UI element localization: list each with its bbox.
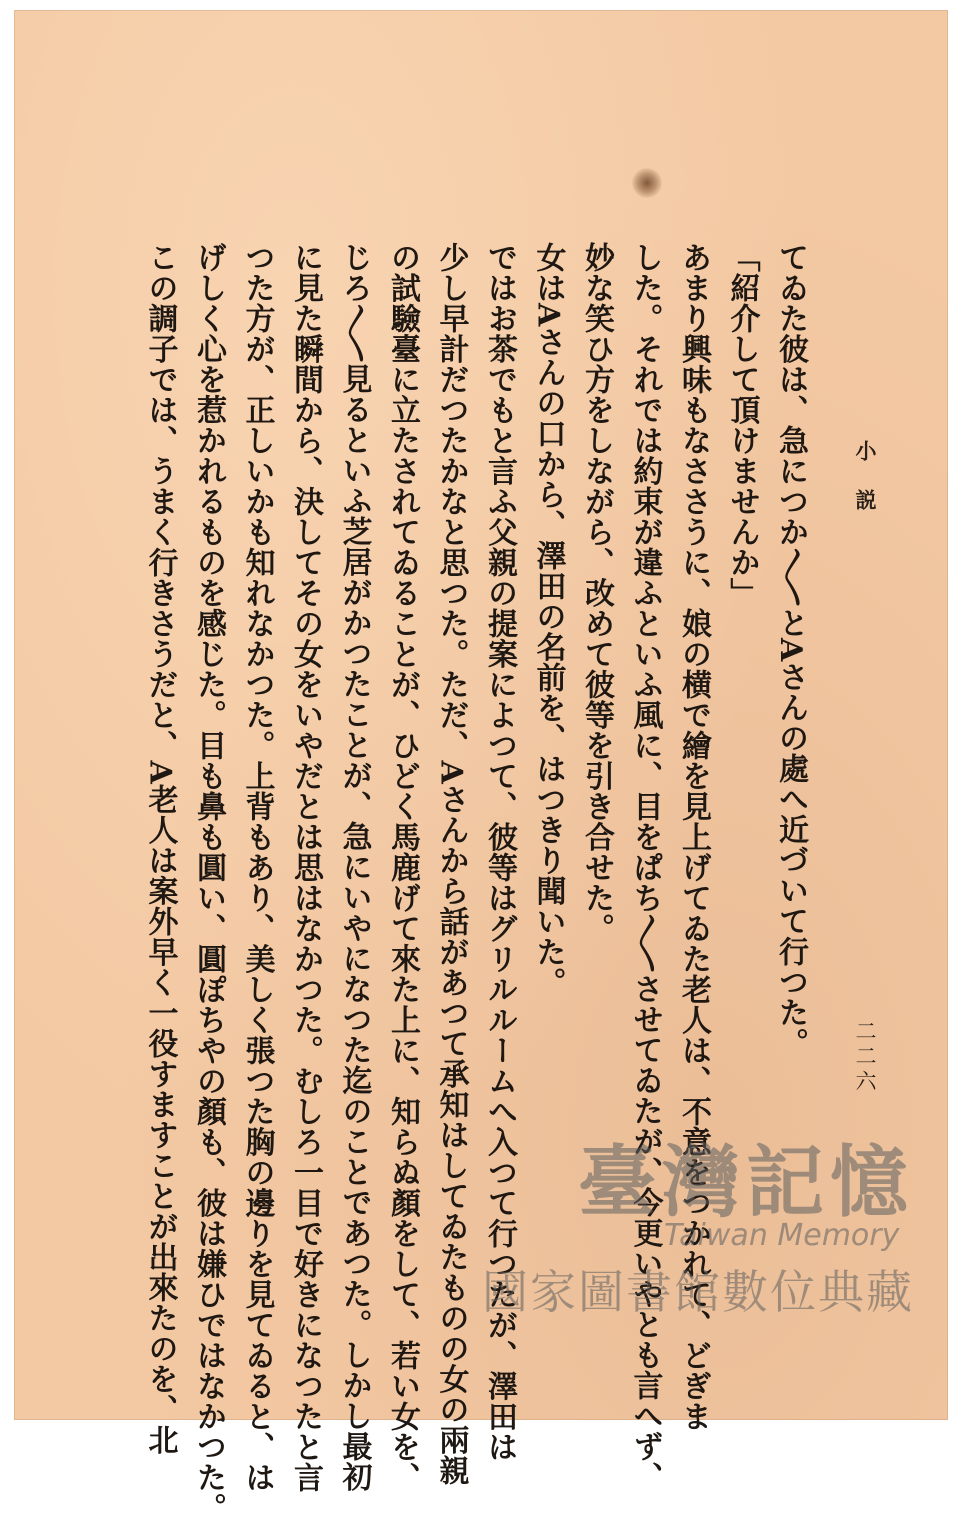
running-header: 小説 (853, 440, 878, 538)
text-column: した。それでは約束が違ふといふ風に、目をぱち〳〵させてゐたが、今更いやとも言へず、 (627, 242, 663, 1492)
ink-stain (632, 168, 662, 198)
page-number: 二二六 (853, 1020, 877, 1095)
text-column: 妙な笑ひ方をしながら、改めて彼等を引き合せた。 (579, 242, 614, 944)
text-column: 少し早計だつたかなと思つた。ただ、Aさんから話があつて承知はしてゐたものの女の兩親 (433, 242, 469, 1486)
watermark-english: Taiwan Memory (664, 1218, 900, 1253)
text-column: あまり興味もなささうに、娘の横で繪を見上げてゐた老人は、不意をつかれて、どぎま (676, 242, 711, 1432)
text-column: の試驗臺に立たされてゐることが、ひどく馬鹿げて來た上に、知らぬ顏をして、若い女を、 (385, 242, 420, 1493)
text-column: げしく心を惹かれるものを感じた。目も鼻も圓い、圓ぽちやの顏も、彼は嫌ひではなかつた。 (191, 242, 226, 1523)
text-column: この調子では、うまく行きさうだと、A老人は案外早く一役すますことが出來たのを、北 (142, 242, 178, 1456)
text-column: つた方が、正しいかも知れなかつた。上背もあり、美しく張つた胸の邊りを見てゐると、は (239, 242, 275, 1493)
watermark-title: 臺灣記憶 (577, 1138, 914, 1228)
book-page (14, 10, 948, 1523)
text-column: に見た瞬間から、決してその女をいやだとは思はなかつた。むしろ一目で好きになつたと言 (288, 242, 323, 1493)
text-column: ではお茶でもと言ふ父親の提案によつて、彼等はグリルルームへ入つて行つたが、澤田は (482, 242, 517, 1462)
watermark-subtitle: 國家圖書館數位典藏 (482, 1265, 914, 1319)
text-column: 女はAさんの口から、澤田の名前を、はつきり聞いた。 (530, 242, 566, 998)
vertical-body-text (142, 242, 814, 1523)
text-column: じろ〳〵見るといふ芝居がかつたことが、急にいやになつた迄のことであつた。しかし最初 (336, 242, 372, 1492)
text-column: てゐた彼は、急につか〳〵とAさんの處へ近づいて行つた。 (773, 242, 808, 1059)
text-column: 「紹介して頂けませんか」 (724, 242, 760, 608)
